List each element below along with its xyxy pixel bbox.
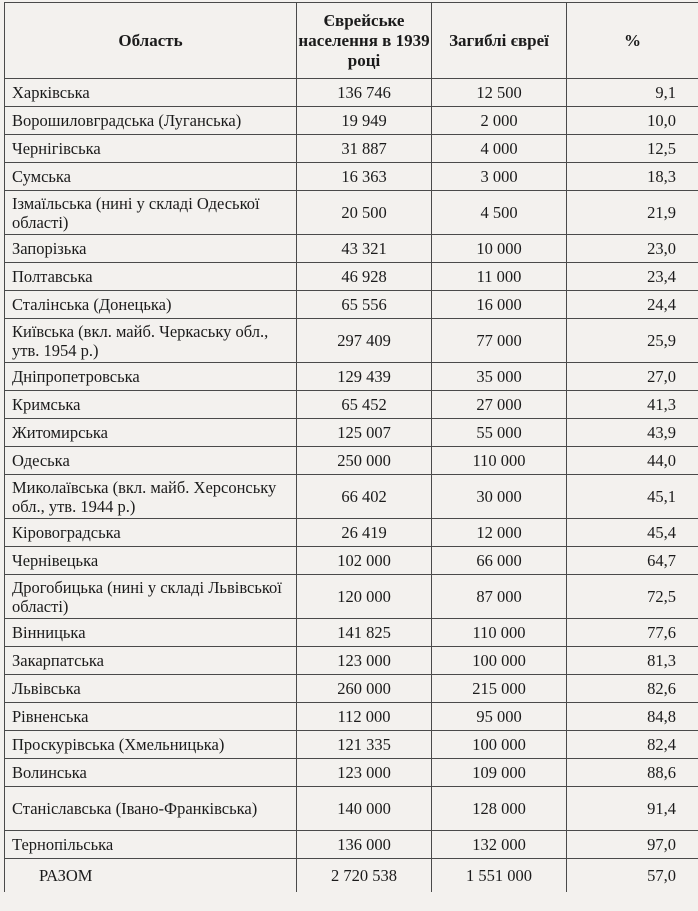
cell-percent: 10,0	[567, 107, 698, 135]
table-row	[5, 787, 698, 831]
cell-population: 121 335	[297, 731, 432, 759]
cell-region: Миколаївська (вкл. майб. Херсонську обл., утв. 1944 р.)	[5, 475, 297, 519]
table-total-row	[5, 859, 698, 893]
table-row	[5, 647, 698, 675]
table-row	[5, 263, 698, 291]
table-row	[5, 291, 698, 319]
cell-victims: 3 000	[432, 163, 567, 191]
cell-victims: 100 000	[432, 731, 567, 759]
cell-population: 112 000	[297, 703, 432, 731]
cell-region: Дніпропетровська	[5, 363, 297, 391]
table-row	[5, 703, 698, 731]
cell-population: 136 000	[297, 831, 432, 859]
cell-victims: 2 000	[432, 107, 567, 135]
cell-region: Ізмаїльська (нині у складі Одеської області)	[5, 191, 297, 235]
cell-percent: 9,1	[567, 79, 698, 107]
cell-population: 123 000	[297, 647, 432, 675]
cell-population: 102 000	[297, 547, 432, 575]
cell-population: 46 928	[297, 263, 432, 291]
cell-region: Полтавська	[5, 263, 297, 291]
cell-region: Проскурівська (Хмельницька)	[5, 731, 297, 759]
cell-percent: 84,8	[567, 703, 698, 731]
cell-percent: 88,6	[567, 759, 698, 787]
cell-population: 26 419	[297, 519, 432, 547]
cell-percent: 18,3	[567, 163, 698, 191]
table-row	[5, 547, 698, 575]
cell-population: 123 000	[297, 759, 432, 787]
table-row	[5, 475, 698, 519]
cell-percent: 41,3	[567, 391, 698, 419]
table-row	[5, 79, 698, 107]
cell-population: 260 000	[297, 675, 432, 703]
cell-population: 43 321	[297, 235, 432, 263]
holocaust-statistics-table	[4, 2, 698, 892]
total-population: 2 720 538	[297, 859, 432, 893]
cell-population: 140 000	[297, 787, 432, 831]
cell-region: Ворошиловградська (Луганська)	[5, 107, 297, 135]
cell-population: 65 452	[297, 391, 432, 419]
table-row	[5, 319, 698, 363]
cell-percent: 64,7	[567, 547, 698, 575]
header-population: Єврейське населення в 1939 році	[297, 3, 432, 79]
cell-region: Тернопільська	[5, 831, 297, 859]
cell-population: 125 007	[297, 419, 432, 447]
cell-percent: 72,5	[567, 575, 698, 619]
table-row	[5, 831, 698, 859]
cell-population: 297 409	[297, 319, 432, 363]
cell-victims: 110 000	[432, 619, 567, 647]
cell-victims: 215 000	[432, 675, 567, 703]
cell-victims: 12 000	[432, 519, 567, 547]
cell-region: Львівська	[5, 675, 297, 703]
total-victims: 1 551 000	[432, 859, 567, 893]
cell-region: Волинська	[5, 759, 297, 787]
total-label: РАЗОМ	[5, 859, 297, 893]
cell-percent: 82,4	[567, 731, 698, 759]
cell-region: Станіславська (Івано-Франківська)	[5, 787, 297, 831]
cell-region: Житомирська	[5, 419, 297, 447]
cell-percent: 44,0	[567, 447, 698, 475]
cell-region: Сталінська (Донецька)	[5, 291, 297, 319]
cell-percent: 91,4	[567, 787, 698, 831]
cell-percent: 81,3	[567, 647, 698, 675]
cell-percent: 21,9	[567, 191, 698, 235]
cell-region: Київська (вкл. майб. Черкаську обл., утв. 1954 р.)	[5, 319, 297, 363]
cell-victims: 100 000	[432, 647, 567, 675]
cell-region: Запорізька	[5, 235, 297, 263]
header-victims: Загиблі євреї	[432, 3, 567, 79]
cell-victims: 128 000	[432, 787, 567, 831]
table-body	[5, 79, 698, 893]
table-row	[5, 391, 698, 419]
cell-percent: 25,9	[567, 319, 698, 363]
cell-victims: 77 000	[432, 319, 567, 363]
cell-percent: 43,9	[567, 419, 698, 447]
table-row	[5, 519, 698, 547]
table-row	[5, 135, 698, 163]
cell-victims: 95 000	[432, 703, 567, 731]
cell-percent: 77,6	[567, 619, 698, 647]
cell-region: Дрогобицька (нині у складі Львівської області)	[5, 575, 297, 619]
table-row	[5, 619, 698, 647]
cell-region: Кримська	[5, 391, 297, 419]
table-row	[5, 363, 698, 391]
cell-victims: 16 000	[432, 291, 567, 319]
cell-region: Чернігівська	[5, 135, 297, 163]
cell-percent: 23,0	[567, 235, 698, 263]
cell-region: Харківська	[5, 79, 297, 107]
cell-percent: 23,4	[567, 263, 698, 291]
cell-victims: 87 000	[432, 575, 567, 619]
cell-region: Вінницька	[5, 619, 297, 647]
cell-victims: 66 000	[432, 547, 567, 575]
total-percent: 57,0	[567, 859, 698, 893]
cell-victims: 110 000	[432, 447, 567, 475]
cell-population: 31 887	[297, 135, 432, 163]
cell-region: Чернівецька	[5, 547, 297, 575]
cell-victims: 4 000	[432, 135, 567, 163]
cell-population: 120 000	[297, 575, 432, 619]
cell-population: 129 439	[297, 363, 432, 391]
cell-region: Закарпатська	[5, 647, 297, 675]
cell-percent: 45,1	[567, 475, 698, 519]
table-row	[5, 575, 698, 619]
cell-percent: 97,0	[567, 831, 698, 859]
table-header-row	[5, 3, 698, 79]
cell-victims: 11 000	[432, 263, 567, 291]
header-region: Область	[5, 3, 297, 79]
cell-population: 19 949	[297, 107, 432, 135]
header-percent: %	[567, 3, 698, 79]
table-row	[5, 759, 698, 787]
cell-population: 141 825	[297, 619, 432, 647]
cell-percent: 45,4	[567, 519, 698, 547]
cell-population: 250 000	[297, 447, 432, 475]
cell-victims: 132 000	[432, 831, 567, 859]
table-row	[5, 235, 698, 263]
cell-percent: 24,4	[567, 291, 698, 319]
cell-victims: 27 000	[432, 391, 567, 419]
table-row	[5, 107, 698, 135]
table-row	[5, 191, 698, 235]
cell-victims: 4 500	[432, 191, 567, 235]
cell-population: 16 363	[297, 163, 432, 191]
cell-percent: 12,5	[567, 135, 698, 163]
cell-victims: 10 000	[432, 235, 567, 263]
cell-victims: 55 000	[432, 419, 567, 447]
cell-victims: 35 000	[432, 363, 567, 391]
cell-victims: 30 000	[432, 475, 567, 519]
cell-victims: 12 500	[432, 79, 567, 107]
cell-region: Одеська	[5, 447, 297, 475]
cell-population: 136 746	[297, 79, 432, 107]
cell-population: 20 500	[297, 191, 432, 235]
cell-victims: 109 000	[432, 759, 567, 787]
table-row	[5, 675, 698, 703]
cell-region: Рівненська	[5, 703, 297, 731]
cell-percent: 27,0	[567, 363, 698, 391]
table-row	[5, 731, 698, 759]
cell-region: Кіровоградська	[5, 519, 297, 547]
table-row	[5, 419, 698, 447]
cell-percent: 82,6	[567, 675, 698, 703]
cell-region: Сумська	[5, 163, 297, 191]
table-row	[5, 447, 698, 475]
table-row	[5, 163, 698, 191]
cell-population: 66 402	[297, 475, 432, 519]
cell-population: 65 556	[297, 291, 432, 319]
